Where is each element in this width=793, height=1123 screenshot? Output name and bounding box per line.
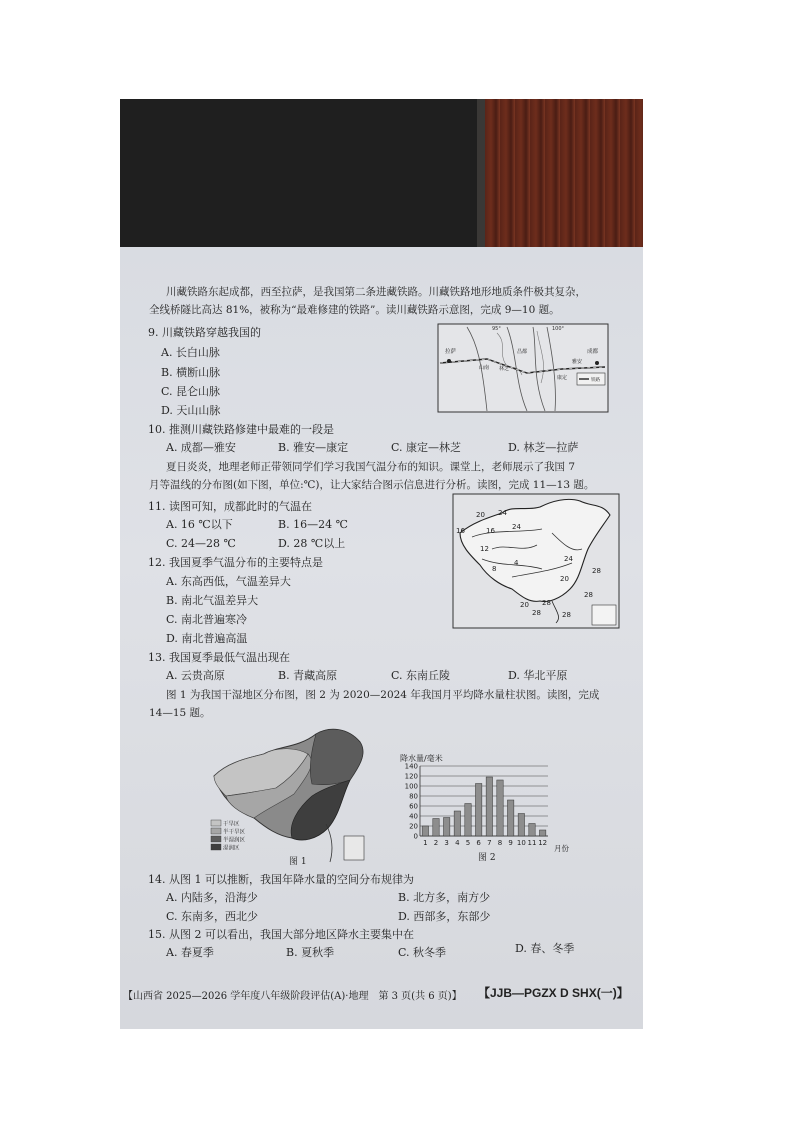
- iso-label: 20: [520, 601, 529, 609]
- q10-option-b[interactable]: B. 雅安—康定: [278, 441, 349, 454]
- fig1-caption: 图 1: [289, 857, 307, 867]
- q10-stem: 10. 推测川藏铁路修建中最难的一段是: [148, 423, 334, 436]
- sichuan-tibet-railway-map: [437, 323, 609, 413]
- lon-95-label: 95°: [492, 326, 501, 332]
- q15-option-b[interactable]: B. 夏秋季: [286, 946, 335, 959]
- q15-option-a[interactable]: A. 春夏季: [166, 946, 214, 959]
- q14-option-d[interactable]: D. 西部多，东部少: [398, 910, 491, 923]
- chart-x-tick-label: 6: [476, 839, 481, 847]
- q12-option-b[interactable]: B. 南北气温差异大: [166, 594, 259, 607]
- q9-option-a[interactable]: A. 长白山脉: [161, 346, 220, 359]
- chart-bar: [422, 826, 428, 836]
- iso-label: 28: [562, 611, 571, 619]
- footer-code: 【JJB—PGZX D SHX(一)】: [478, 986, 629, 1000]
- q13-stem: 13. 我国夏季最低气温出现在: [148, 651, 290, 664]
- iso-label: 28: [542, 599, 551, 607]
- iso-label: 28: [592, 567, 601, 575]
- chart-bar: [529, 824, 535, 837]
- dark-background: [120, 99, 485, 249]
- south-sea-inset: [344, 836, 364, 860]
- shannan-label: 山南: [479, 365, 490, 371]
- chart-bar: [497, 780, 503, 836]
- q13-option-b[interactable]: B. 青藏高原: [278, 669, 338, 682]
- intro-rail-line2: 全线桥隧比高达 81%，被称为“最难修建的铁路”。读川藏铁路示意图，完成 9—10 题。: [149, 304, 560, 316]
- q12-option-a[interactable]: A. 东高西低，气温差异大: [166, 575, 291, 588]
- chart-x-tick-label: 11: [527, 839, 537, 847]
- chart-title: 降水量/毫米: [400, 754, 443, 763]
- iso-label: 20: [476, 511, 485, 519]
- chart-bar: [454, 811, 460, 836]
- q11-option-b[interactable]: B. 16—24 ℃: [278, 518, 348, 531]
- chart-y-tick-label: 0: [413, 832, 418, 841]
- q9-stem: 9. 川藏铁路穿越我国的: [148, 326, 261, 339]
- chart-x-tick-label: 2: [433, 839, 439, 847]
- changdu-label: 昌都: [517, 349, 528, 355]
- chart-x-tick-label: 9: [508, 839, 513, 847]
- q12-stem: 12. 我国夏季气温分布的主要特点是: [148, 556, 323, 569]
- chart-y-tick-label: 20: [409, 822, 418, 831]
- q12-option-d[interactable]: D. 南北普遍高温: [166, 632, 248, 645]
- intro-temperature-line2: 月等温线的分布图(如下图，单位:℃)，让大家结合图示信息进行分析。读图，完成 11—13 题。: [149, 479, 595, 491]
- chart-x-tick-label: 8: [497, 839, 503, 847]
- iso-label: 24: [564, 555, 573, 563]
- chart-y-tick-label: 40: [409, 812, 418, 821]
- q13-option-d[interactable]: D. 华北平原: [508, 669, 568, 682]
- iso-label: 12: [480, 545, 489, 553]
- intro-temperature-line1: 夏日炎炎，地理老师正带领同学们学习我国气温分布的知识。课堂上，老师展示了我国 7: [166, 461, 576, 473]
- chart-bar: [433, 819, 439, 837]
- q10-option-c[interactable]: C. 康定—林芝: [391, 441, 462, 454]
- q14-option-a[interactable]: A. 内陆多，沿海少: [166, 891, 258, 904]
- legend-semihumid-swatch: [211, 836, 221, 842]
- q10-option-d[interactable]: D. 林芝—拉萨: [508, 441, 579, 454]
- q14-option-c[interactable]: C. 东南多，西北少: [166, 910, 259, 923]
- legend-semiarid-label: 半干旱区: [223, 829, 246, 836]
- q14-option-b[interactable]: B. 北方多，南方少: [398, 891, 491, 904]
- q15-option-c[interactable]: C. 秋冬季: [398, 946, 447, 959]
- chart-x-tick-label: 4: [455, 839, 460, 847]
- q11-option-d[interactable]: D. 28 ℃以上: [278, 537, 346, 550]
- intro-precip-line2: 14—15 题。: [149, 707, 211, 719]
- intro-rail-line1: 川藏铁路东起成都，西至拉萨，是我国第二条进藏铁路。川藏铁路地形地质条件极其复杂，: [166, 286, 586, 298]
- q15-stem: 15. 从图 2 可以看出，我国大部分地区降水主要集中在: [148, 928, 414, 941]
- july-isotherm-map: [452, 493, 620, 629]
- fig2-caption: 图 2: [478, 853, 496, 863]
- chart-bar: [518, 814, 524, 837]
- chart-x-tick-label: 5: [465, 839, 471, 847]
- chengdu-dot: [595, 361, 599, 365]
- south-sea-inset: [592, 605, 616, 625]
- q9-option-d[interactable]: D. 天山山脉: [161, 404, 221, 417]
- chart-bar: [507, 800, 513, 836]
- legend-arid-label: 干旱区: [223, 821, 240, 828]
- q10-option-a[interactable]: A. 成都—雅安: [166, 441, 236, 454]
- q12-option-c[interactable]: C. 南北普遍寒冷: [166, 613, 248, 626]
- q11-option-a[interactable]: A. 16 ℃以下: [166, 518, 233, 531]
- chart-y-tick-label: 140: [404, 762, 418, 771]
- iso-label: 16: [486, 527, 495, 535]
- chart-x-tick-label: 3: [444, 839, 449, 847]
- legend-semiarid-swatch: [211, 828, 221, 834]
- yaan-label: 雅安: [572, 359, 583, 365]
- chart-y-tick-label: 60: [409, 802, 418, 811]
- chart-y-tick-label: 80: [409, 792, 418, 801]
- q11-option-c[interactable]: C. 24—28 ℃: [166, 537, 236, 550]
- legend-semihumid-label: 半湿润区: [223, 837, 246, 844]
- lon-100-label: 100°: [552, 326, 565, 332]
- chart-x-tick-label: 7: [487, 839, 492, 847]
- chengdu-label: 成都: [587, 349, 599, 355]
- iso-label: 28: [584, 591, 593, 599]
- q9-option-b[interactable]: B. 横断山脉: [161, 366, 221, 379]
- legend-humid-label: 湿润区: [223, 845, 240, 852]
- chart-x-tick-label: 1: [423, 839, 428, 847]
- legend-humid-swatch: [211, 844, 221, 850]
- q9-option-c[interactable]: C. 昆仑山脉: [161, 385, 221, 398]
- chart-bar: [539, 830, 545, 836]
- chart-x-tick-label: 12: [538, 839, 548, 847]
- chart-bar: [465, 804, 471, 837]
- q13-option-c[interactable]: C. 东南丘陵: [391, 669, 451, 682]
- railway-legend-label: 铁路: [591, 378, 600, 383]
- linzhi-label: 林芝: [499, 366, 510, 372]
- legend-arid-swatch: [211, 820, 221, 826]
- iso-label: 24: [498, 509, 507, 517]
- q11-stem: 11. 读图可知，成都此时的气温在: [148, 500, 312, 513]
- lhasa-label: 拉萨: [445, 349, 457, 355]
- iso-label: 4: [514, 559, 519, 567]
- iso-label: 24: [512, 523, 521, 531]
- q15-option-d[interactable]: D. 春、冬季: [515, 942, 575, 955]
- q13-option-a[interactable]: A. 云贵高原: [166, 669, 225, 682]
- chart-y-tick-label: 120: [404, 772, 418, 781]
- chart-x-tick-label: 10: [516, 839, 526, 847]
- iso-label: 16: [456, 527, 465, 535]
- chart-x-ticks: [423, 839, 547, 847]
- chart-y-ticks: [405, 763, 418, 841]
- chart-x-axis-label: 月份: [554, 844, 569, 853]
- chart-bar: [475, 784, 481, 837]
- iso-label: 20: [560, 575, 569, 583]
- lhasa-dot: [447, 359, 451, 363]
- iso-label: 28: [532, 609, 541, 617]
- chart-y-tick-label: 100: [404, 782, 418, 791]
- q14-stem: 14. 从图 1 可以推断，我国年降水量的空间分布规律为: [148, 873, 414, 886]
- iso-label: 8: [492, 565, 497, 573]
- footer-exam-info: 【山西省 2025—2026 学年度八年级阶段评估(A)·地理 第 3 页(共 6 页)】: [123, 991, 462, 1002]
- chart-bar: [443, 818, 449, 837]
- semi-humid-region: [310, 729, 363, 784]
- wooden-table: [485, 99, 643, 249]
- chart-bar: [486, 777, 492, 836]
- intro-precip-line1: 图 1 为我国干湿地区分布图，图 2 为 2020—2024 年我国月平均降水量柱状图。读图，完成: [166, 689, 600, 701]
- dry-wet-regions-map: [208, 724, 370, 868]
- kangding-label: 康定: [557, 375, 568, 381]
- monthly-precipitation-chart: [398, 752, 578, 862]
